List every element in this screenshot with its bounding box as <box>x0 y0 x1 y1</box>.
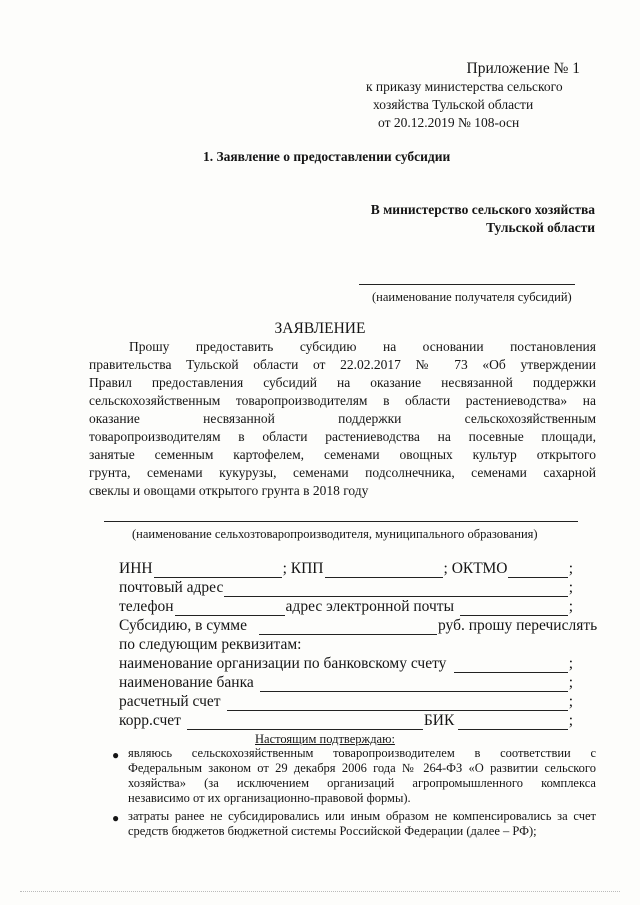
body-line: Прошу предоставить субсидию на основании постановления <box>129 339 596 354</box>
annex-line-4: от 20.12.2019 № 108-осн <box>378 115 520 130</box>
subsidy-suffix: руб. прошу перечислять <box>437 617 598 634</box>
annex-line-2: к приказу министерства сельского <box>366 79 563 94</box>
confirm-line: являюсь сельскохозяйственным товаропроизводителем в соответствии с <box>128 746 596 760</box>
semicolon: ; <box>568 712 573 729</box>
recipient-caption: (наименование получателя субсидий) <box>372 290 572 304</box>
account-label: расчетный счет <box>119 693 221 710</box>
requisites-row <box>119 636 573 654</box>
confirm-item <box>128 809 596 839</box>
confirm-title: Настоящим подтверждаю: <box>255 732 395 746</box>
oktmo-field[interactable] <box>508 563 567 578</box>
semicolon: ; <box>568 655 573 672</box>
postal-row <box>119 579 573 597</box>
subsidy-label: Субсидию, в сумме <box>119 617 247 634</box>
bank-org-field[interactable] <box>454 658 567 673</box>
confirm-line: Федеральным законом от 29 декабря 2006 года № 264-ФЗ «О развитии сельского <box>128 761 596 775</box>
phone-field[interactable] <box>175 601 285 616</box>
phone-email-row <box>119 598 573 616</box>
confirm-line: независимо от их организационно-правовой формы). <box>128 791 411 805</box>
body-line: оказание несвязанной поддержки сельскохозяйственным <box>89 411 596 426</box>
bank-name-field[interactable] <box>260 677 568 692</box>
addressee-line-1: В министерство сельского хозяйства <box>370 202 595 217</box>
inn-kpp-oktmo-row <box>119 560 573 578</box>
kpp-label: ; КПП <box>282 560 324 577</box>
phone-label: телефон <box>119 598 174 615</box>
semicolon: ; <box>568 598 573 615</box>
bullet-icon: ● <box>112 748 120 762</box>
bullet-icon: ● <box>112 811 120 825</box>
body-line: товаропроизводителям в области растениеводства на посевные площади, <box>89 429 596 444</box>
section-title: 1. Заявление о предоставлении субсидии <box>203 149 451 164</box>
semicolon: ; <box>568 560 573 577</box>
subsidy-amount-field[interactable] <box>259 620 437 635</box>
bank-name-label: наименование банка <box>119 674 254 691</box>
account-row <box>119 693 573 711</box>
confirm-line: затраты ранее не субсидировались или иным образом не компенсировались за счет <box>128 809 596 823</box>
semicolon: ; <box>568 693 573 710</box>
postal-label: почтовый адрес <box>119 579 224 596</box>
corr-bik-row <box>119 712 573 730</box>
postal-field[interactable] <box>224 582 567 597</box>
oktmo-label: ; ОКТМО <box>443 560 508 577</box>
page-footer-divider <box>20 891 620 893</box>
email-field[interactable] <box>460 601 568 616</box>
body-line: грунта, семенами кукурузы, семенами подсолнечника, семенами сахарной <box>89 465 596 480</box>
bik-label: БИК <box>423 712 455 729</box>
inn-label: ИНН <box>119 560 153 577</box>
recipient-name-line[interactable] <box>359 284 575 285</box>
confirm-line: хозяйства» (за исключением организаций агропромышленного комплекса <box>128 776 596 790</box>
body-line: занятые семенным картофелем, семенами овощных культур открытого <box>89 447 596 462</box>
corr-label: корр.счет <box>119 712 181 729</box>
bank-org-label: наименование организации по банковскому счету <box>119 655 447 672</box>
semicolon: ; <box>568 579 573 596</box>
email-label: адрес электронной почты <box>285 598 454 615</box>
body-line: правительства Тульской области от 22.02.2017 № 73 «Об утверждении <box>89 357 596 372</box>
corr-field[interactable] <box>187 715 423 730</box>
confirm-line: средств бюджетов бюджетной системы Российской Федерации (далее – РФ); <box>128 824 537 838</box>
subsidy-row <box>119 617 598 635</box>
confirm-item <box>128 746 596 806</box>
requisites-label: по следующим реквизитам: <box>119 636 302 653</box>
producer-name-line[interactable] <box>104 521 578 522</box>
semicolon: ; <box>568 674 573 691</box>
body-line: Правил предоставления субсидий на оказание несвязанной поддержки <box>89 375 596 390</box>
body-line: сельскохозяйственным товаропроизводителям в области растениеводства» на <box>89 393 596 408</box>
producer-caption: (наименование сельхозтоваропроизводителя, муниципального образования) <box>132 527 538 541</box>
kpp-field[interactable] <box>325 563 443 578</box>
annex-line-3: хозяйства Тульской области <box>373 97 534 112</box>
account-field[interactable] <box>227 696 568 711</box>
annex-line-1: Приложение № 1 <box>466 60 580 77</box>
inn-field[interactable] <box>154 563 282 578</box>
bik-field[interactable] <box>458 715 567 730</box>
addressee-line-2: Тульской области <box>486 220 595 235</box>
document-title: ЗАЯВЛЕНИЕ <box>274 320 366 337</box>
bank-org-row <box>119 655 573 673</box>
bank-name-row <box>119 674 573 692</box>
body-line: свеклы и овощами открытого грунта в 2018 году <box>89 483 369 498</box>
